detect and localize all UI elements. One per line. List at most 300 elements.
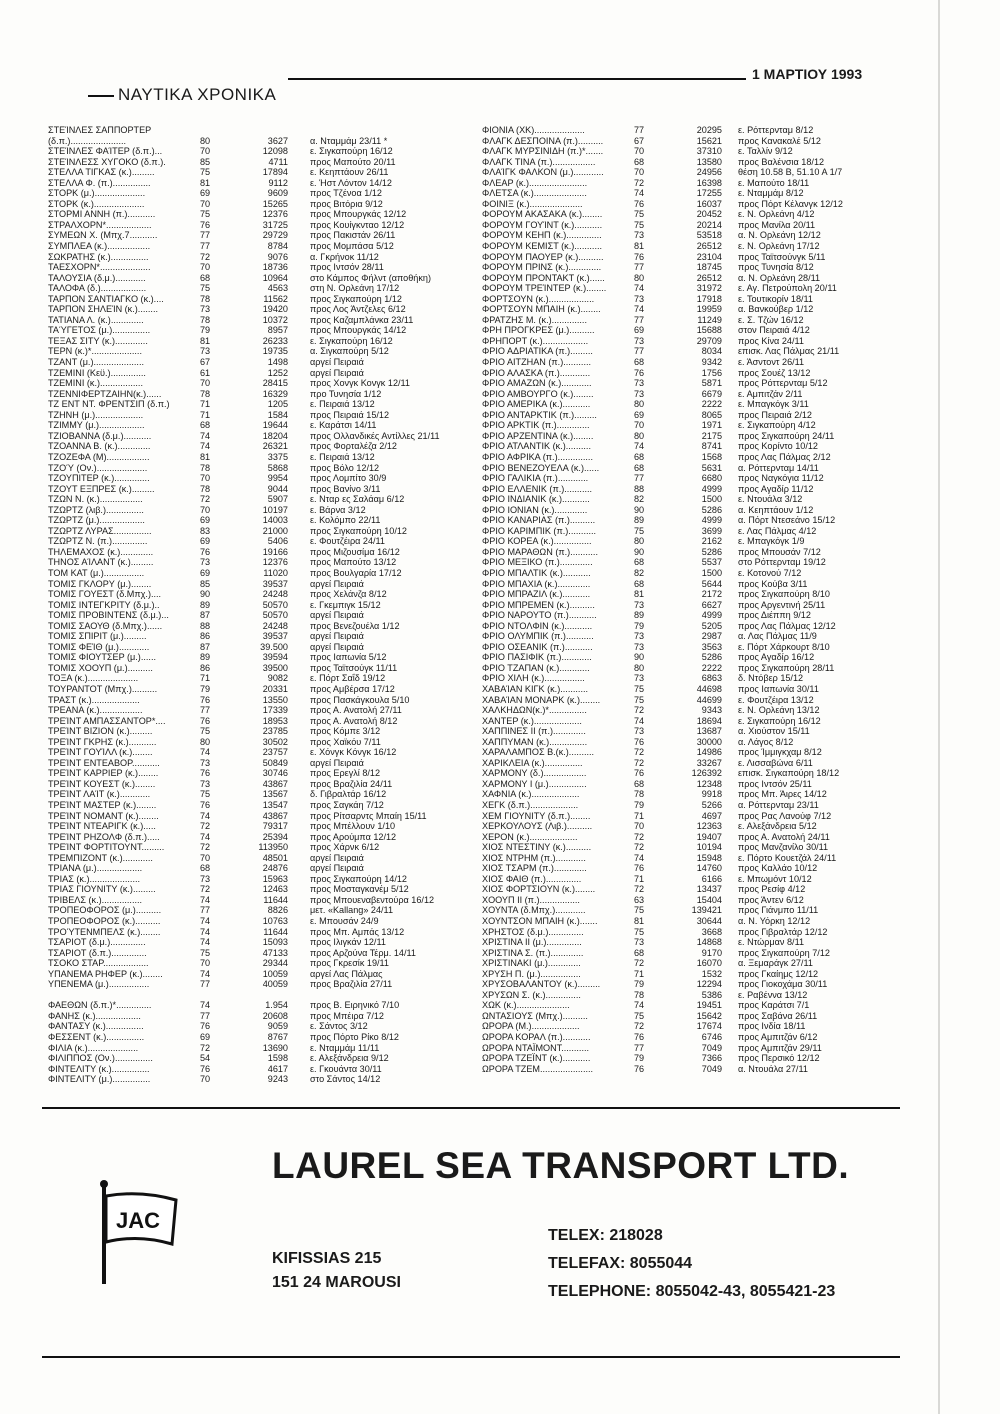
ship-entry-row [48, 494, 468, 505]
ship-name: ΤΡΟΠΕΟΦΟΡΟΣ (μ.).......... [48, 905, 162, 916]
build-year: 77 [634, 125, 645, 135]
ship-position: αργεί Πειραιά [310, 852, 364, 863]
ship-entry-row [48, 726, 468, 737]
tonnage: 7049 [701, 1042, 722, 1053]
build-year: 74 [200, 916, 211, 927]
ship-name: ΦΡΙΟ ΜΑΡΑΘΩΝ (π.)........... [482, 546, 598, 557]
ship-name: ΦΟΡΟΥΜ ΤΡΕΊΝΤΕΡ (κ.)........ [482, 283, 607, 294]
ship-entry-row [48, 579, 468, 590]
tonnage: 12363 [696, 821, 722, 832]
build-year: 76 [200, 546, 211, 557]
ship-entry-row [48, 895, 468, 906]
build-year: 78 [200, 483, 211, 494]
tonnage: 24956 [696, 167, 722, 178]
tonnage: 44699 [696, 694, 722, 705]
ship-entry-row [482, 958, 902, 969]
tonnage: 9044 [267, 483, 288, 494]
tonnage: 10197 [262, 504, 288, 515]
tonnage: 50849 [262, 757, 288, 768]
ship-entry-row [48, 652, 468, 663]
build-year: 74 [634, 1000, 645, 1011]
build-year: 76 [200, 715, 211, 726]
ship-position: ε. Ντώρμαν 8/11 [738, 937, 805, 948]
ship-name: ΤΑΛΟΥΣΙΑ (δ.μ.)............ [48, 272, 146, 283]
ship-name: ΦΛΑΓΚ ΔΕΣΠΟΙΝΑ (π.).......... [482, 135, 604, 146]
ship-name: ΤΖΕΝΝΙΦΕΡΤΖΑΙΗΝ(κ.)...... [48, 388, 162, 399]
ship-position: προς Κόμπε 3/12 [310, 726, 381, 737]
ship-name: ΣΤΕΊΝΛΕΣΣ ΧΥΓΟΚΟ (δ.π.). [48, 156, 166, 167]
ship-name: ΧΡΙΣΤΙΝΑ Σ. (π.)............. [482, 947, 584, 958]
ship-entry-row [48, 283, 468, 294]
build-year: 78 [200, 293, 211, 304]
ship-entry-row [48, 990, 468, 1001]
ship-name: ΦΡΙΟ ΙΝΔΙΑΝΙΚ (κ.)........... [482, 494, 590, 505]
ship-name: ΣΥΜΕΩΝ Χ. (Μπχ.7........... [48, 230, 158, 241]
ship-name: ΣΤΟΡΜΙ ΑΝΝΗ (π.)........... [48, 209, 156, 220]
tonnage: 6746 [701, 1032, 722, 1043]
ship-entry-row [48, 600, 468, 611]
ship-entry-row [48, 1011, 468, 1022]
ship-name: ΤΡΕΊΝΤ ΓΟΥΊΛΛ (κ.)........ [48, 747, 153, 758]
ship-name: ΣΤΟΡΚ (μ.).................... [48, 188, 146, 199]
build-year: 80 [634, 272, 645, 283]
ship-position: προς Ρίτσαρντς Μπαίη 15/11 [310, 810, 427, 821]
ship-name: ΤΖΑΝΤ (μ.).................... [48, 357, 145, 368]
ship-entry-row [48, 557, 468, 568]
build-year: 75 [200, 283, 211, 294]
tonnage: 1.954 [265, 1000, 288, 1011]
tonnage: 18694 [696, 715, 722, 726]
tonnage: 1598 [267, 1053, 288, 1064]
ship-position: προς Χαϊκόυ 7/11 [310, 736, 381, 747]
build-year: 72 [634, 757, 645, 768]
build-year: 74 [634, 304, 645, 315]
ship-position: προς Αμπιτζάν 29/11 [738, 1042, 822, 1053]
ship-name: ΦΡΙΟ ΑΝΤΑΡΚΤΙΚ (π.)......... [482, 409, 597, 420]
build-year: 73 [634, 631, 645, 642]
ship-position: προς Χονγκ Κονγκ 12/11 [310, 378, 410, 389]
ship-position: προς Μαπούτο 20/11 [310, 156, 396, 167]
ship-position: προς Μομπάσα 5/12 [310, 241, 394, 252]
ship-position: α. Ν. Ορλεάνη 12/12 [738, 230, 821, 241]
ship-entry-row [482, 252, 902, 263]
tonnage: 15948 [696, 852, 722, 863]
ship-position: ε. Μπαγκόγκ 1/9 [738, 536, 805, 547]
tonnage: 5406 [267, 536, 288, 547]
ship-entry-row [482, 368, 902, 379]
ship-name: ΧΑΒΑΊΑΝ ΜΟΝΑΡΚ (κ.)........ [482, 694, 601, 705]
build-year: 74 [634, 188, 645, 199]
ship-position: προς Γκρεσίκ 19/11 [310, 958, 389, 969]
ship-position: προς Πασκάγκουλα 5/10 [310, 694, 410, 705]
ship-entry-row [48, 737, 468, 748]
build-year: 68 [200, 420, 211, 431]
ship-entry-row [48, 695, 468, 706]
ship-entry-row [482, 557, 902, 568]
ship-name: ΦΡΙΟ ΜΠΑΛΤΙΚ (κ.)........... [482, 567, 591, 578]
build-year: 71 [200, 673, 211, 684]
tonnage: 5266 [701, 800, 722, 810]
ship-entry-row [48, 125, 468, 136]
build-year: 77 [634, 1042, 645, 1053]
build-year: 75 [634, 219, 645, 230]
tonnage: 10059 [262, 968, 288, 979]
tonnage: 24248 [262, 620, 288, 631]
ship-name: (δ.π.)...................... [48, 135, 127, 146]
build-year: 77 [200, 979, 211, 990]
ship-name: ΤΡΕΊΝΤ ΚΑΡΡΙΕΡ (κ.)........ [48, 768, 159, 779]
ship-entry-row [482, 895, 902, 906]
build-year: 74 [200, 441, 211, 452]
ship-name: ΦΡΙΟ ΑΡΖΕΝΤΙΝΑ (κ.)........ [482, 430, 594, 441]
ship-entry-row [482, 336, 902, 347]
build-year: 88 [200, 620, 211, 631]
ship-name: ΧΕΡΟΝ (κ.)................... [482, 831, 578, 842]
build-year: 90 [634, 652, 645, 663]
tonnage: 17674 [696, 1021, 722, 1032]
ship-entry-row [482, 536, 902, 547]
build-year: 73 [200, 757, 211, 768]
build-year: 76 [200, 1021, 211, 1032]
ship-name: ΦΑΝΤΑΣΥ (κ.)............... [48, 1021, 144, 1032]
tonnage: 113950 [258, 842, 288, 853]
tonnage: 4697 [701, 810, 722, 821]
ship-position: αργεί Λας Πάλμας [310, 968, 383, 979]
build-year: 67 [634, 135, 645, 146]
build-year: 75 [634, 683, 645, 694]
build-year: 79 [634, 1053, 645, 1064]
ship-position: προς Γιοκοχάμα 30/11 [738, 979, 828, 990]
tonnage: 15404 [696, 894, 722, 905]
ship-name: ΦΡΙΟ ΜΕΞΙΚΟ (π.)............. [482, 557, 593, 568]
ship-entry-row [48, 758, 468, 769]
ship-position: προς Άντεν 6/12 [738, 894, 804, 905]
build-year: 81 [634, 241, 645, 252]
ship-position: προς Πειραιά 15/12 [310, 409, 390, 420]
ship-entry-row [482, 357, 902, 368]
ship-entry-row [482, 178, 902, 189]
ship-position: ε. Πειραιά 13/12 [310, 399, 375, 410]
tonnage: 12376 [262, 209, 288, 220]
ship-position: προς Αρούμπα 12/12 [310, 831, 397, 842]
ship-entry-row [482, 874, 902, 885]
tonnage: 23785 [262, 726, 288, 737]
ship-entry-row [48, 452, 468, 463]
ship-entry-row [482, 325, 902, 336]
ship-name: ΤΡΕΊΝΤ ΚΟΥΕΣΤ (κ.)........ [48, 778, 156, 789]
ship-entry-row [482, 684, 902, 695]
ship-name: ΧΑΡΑΛΑΜΠΟΣ Β.(κ.).......... [482, 747, 595, 758]
ship-position: προ Τυνησία 1/12 [310, 388, 382, 399]
ship-entry-row [48, 1043, 468, 1054]
ship-position: ε. Ραβέννα 13/12 [738, 989, 808, 1000]
build-year: 74 [200, 968, 211, 979]
build-year: 77 [200, 230, 211, 241]
build-year: 72 [200, 494, 211, 505]
logo-text: JAC [115, 1208, 161, 1233]
ship-position: α. Ξεμαράγκ 27/11 [738, 958, 813, 969]
ship-name: ΦΛΑΓΚ ΤΙΝΑ (π.)................. [482, 156, 596, 167]
build-year: 80 [634, 399, 645, 410]
ship-entry-row [48, 230, 468, 241]
build-year: 75 [634, 926, 645, 937]
ship-entry-row [48, 1000, 468, 1011]
build-year: 72 [634, 884, 645, 895]
tonnage: 39500 [262, 662, 288, 673]
ship-name: ΧΙΟΣ ΝΤΡΗΜ (π.)............ [482, 852, 586, 863]
ship-name: ΦΑΕΘΩΝ (δ.π.)*.............. [48, 1000, 152, 1011]
ship-entry-row [482, 452, 902, 463]
ship-entry-row [482, 716, 902, 727]
ship-position: προς Ίμμιγκχαμ 8/12 [738, 747, 822, 758]
tonnage: 8034 [701, 346, 722, 357]
tonnage: 15621 [696, 135, 722, 146]
build-year: 72 [634, 1021, 645, 1032]
build-year: 77 [200, 1010, 211, 1021]
ship-entry-row [482, 420, 902, 431]
ship-entry-row [48, 853, 468, 864]
tonnage: 19407 [696, 831, 722, 842]
build-year: 79 [634, 620, 645, 631]
ship-name: ΤΡΕΊΝΤ ΦΟΡΤΙΤΟΥΝΤ......... [48, 842, 165, 853]
ship-entry-row [48, 642, 468, 653]
tonnage: 20452 [696, 209, 722, 220]
ship-name: ΤΖΟΑΝΝΑ Β. (κ.)............. [48, 441, 151, 452]
ship-name: ΦΟΙΝΙΞ (κ.)..................... [482, 198, 583, 209]
tonnage: 18736 [262, 262, 288, 273]
ship-name: ΤΡΕΊΝΤ ΜΑΣΤΕΡ (κ.)........ [48, 800, 157, 810]
ship-entry-row [48, 336, 468, 347]
tonnage: 4999 [701, 515, 722, 526]
ship-entry-row [482, 230, 902, 241]
ship-name: ΦΙΛΙΑ (κ.).................... [48, 1042, 139, 1053]
build-year: 69 [200, 188, 211, 199]
build-year: 68 [634, 451, 645, 462]
ship-entry-row [48, 378, 468, 389]
ship-name: ΦΡΙΟ ΑΜΑΖΩΝ (κ.)............ [482, 378, 592, 389]
ship-name: ΧΡΥΣΟΒΑΛΑΝΤΟΥ (κ.)......... [482, 979, 601, 990]
ship-entry-row [48, 684, 468, 695]
tonnage: 8957 [267, 325, 288, 336]
ship-name: ΧΙΟΣ ΦΑΙΘ (π.).............. [482, 873, 582, 884]
ship-position: α. Ντουάλα 27/11 [738, 1063, 808, 1074]
ship-entry-row [48, 1064, 468, 1075]
header-rule-left [88, 95, 114, 97]
tonnage: 31725 [262, 219, 288, 230]
ship-entry-row [48, 146, 468, 157]
ship-entry-row [48, 325, 468, 336]
ship-position: ε. Ήστ Λόντον 14/12 [310, 177, 392, 188]
ship-name: ΤΗΛΕΜΑΧΟΣ (κ.)............. [48, 546, 154, 557]
tonnage: 20331 [262, 683, 288, 694]
ship-name: ΦΟΡΤΣΟΥΝ ΜΠΑΙΗ (κ.)........ [482, 304, 601, 315]
ship-position: ε. Μπαγκόγκ 3/11 [738, 399, 809, 410]
ship-name: ΧΡΙΣΤΙΝΑ ΙΙ (μ.).............. [482, 937, 582, 948]
build-year: 74 [200, 926, 211, 937]
ship-position: προς Β. Ειρηνικό 7/10 [310, 1000, 400, 1011]
tonnage: 8741 [701, 441, 722, 452]
tonnage: 4617 [267, 1063, 288, 1074]
ship-name: ΣΤΕΊΝΛΕΣ ΣΑΠΠΟΡΤΕΡ [48, 125, 152, 135]
ship-position: ε. Πειραιά 13/12 [310, 451, 375, 462]
ship-entry-row [48, 811, 468, 822]
ship-name: ΦΡΗΠΟΡΤ (κ.).................. [482, 335, 589, 346]
tonnage: 39537 [262, 578, 288, 589]
ship-entry-row [482, 842, 902, 853]
tonnage: 9954 [267, 473, 288, 484]
ship-position: προς Ολλανδικές Αντίλλες 21/11 [310, 430, 440, 441]
ship-entry-row [482, 547, 902, 558]
ship-position: προς Μανίλα 20/11 [738, 219, 816, 230]
ship-name: ΧΙΟΣ ΦΟΡΤΣΙΟΥΝ (κ.)........ [482, 884, 596, 895]
ship-entry-row [48, 136, 468, 147]
tonnage: 1498 [267, 357, 288, 368]
build-year: 68 [634, 462, 645, 473]
build-year: 73 [200, 873, 211, 884]
ship-name: ΦΙΟΝΙΑ (ΧΚ).................... [482, 125, 585, 135]
build-year: 77 [200, 705, 211, 716]
tonnage: 16398 [696, 177, 722, 188]
ship-entry-row [482, 1032, 902, 1043]
ship-name: ΤΖΙΟΒΑΝΝΑ (δ.μ.)........... [48, 430, 152, 441]
ship-entry-row [48, 768, 468, 779]
ship-position: προς Ρεσίφ 4/12 [738, 884, 806, 895]
ship-name: ΤΟΞΑ (κ.).................... [48, 673, 139, 684]
tonnage: 5868 [267, 462, 288, 473]
ship-name: ΤΑΡΠΟΝ ΣΗΛΕΊΝ (κ.)........ [48, 304, 158, 315]
ship-position: ε. Ν. Ορλεάνη 4/12 [738, 209, 815, 220]
ship-position: προς Βανίνο 3/11 [310, 483, 381, 494]
build-year: 79 [634, 979, 645, 990]
tonnage: 7366 [701, 1053, 722, 1064]
tonnage: 23757 [262, 747, 288, 758]
tonnage: 11249 [697, 314, 722, 325]
tonnage: 24876 [262, 863, 288, 874]
build-year: 67 [200, 357, 211, 368]
tonnage: 2987 [701, 631, 722, 642]
ship-entry-row [48, 178, 468, 189]
ship-name: ΦΙΝΤΕΛΙΤΥ (μ.)............... [48, 1074, 151, 1085]
build-year: 80 [634, 536, 645, 547]
ship-entry-row [482, 1000, 902, 1011]
ship-position: προς Μιζουσίμα 16/12 [310, 546, 400, 557]
ship-name: ΤΣΑΡΙΟΤ (δ.π.).............. [48, 947, 147, 958]
build-year: 80 [200, 135, 211, 146]
ship-name: ΤΡΕΊΝΤ ΑΜΠΑΣΣΑΝΤΟΡ*.... [48, 715, 166, 726]
tonnage: 16329 [262, 388, 288, 399]
ship-position: προς Γιάνμπο 11/11 [738, 905, 819, 916]
ship-name: ΦΡΙΟ ΟΛΥΜΠΙΚ (π.)........... [482, 631, 594, 642]
page-header [40, 66, 900, 106]
ship-name: ΧΑΠΠΙΝΕΣ ΙΙ (π.)............. [482, 726, 586, 737]
ship-position: προς Τζένοα 1/12 [310, 188, 382, 199]
ship-position: προς Φορταλέζα 2/12 [310, 441, 397, 452]
ship-position: ε. Σιγκαπούρη 4/12 [738, 420, 816, 431]
ship-position: ε. Γκουάντα 30/11 [310, 1063, 382, 1074]
ship-entry-row [482, 315, 902, 326]
tonnage: 13550 [262, 694, 288, 705]
ship-name: ΤΡΑΣΤ (κ.)................... [48, 694, 140, 705]
tonnage: 5386 [701, 989, 722, 1000]
build-year: 68 [634, 557, 645, 568]
ship-position: ε. Σάντος 3/12 [310, 1021, 368, 1032]
ship-name: ΤΡΙΑΝΑ (μ.).................. [48, 863, 143, 874]
tonnage: 8784 [267, 241, 288, 252]
ship-entry-row [48, 463, 468, 474]
ship-name: ΦΡΙΟ ΑΡΚΤΙΚ (π.)............. [482, 420, 590, 431]
ship-entry-row [482, 209, 902, 220]
build-year: 80 [634, 662, 645, 673]
build-year: 63 [634, 894, 645, 905]
ship-position: προς Πόρτο Ρίκο 8/12 [310, 1032, 399, 1043]
ship-entry-row [482, 1021, 902, 1032]
ad-company-name: LAUREL SEA TRANSPORT LTD. [272, 1145, 850, 1186]
ship-entry-row [482, 937, 902, 948]
tonnage: 6166 [701, 873, 722, 884]
ship-position: προς Μπουσάν 7/12 [738, 546, 821, 557]
ship-name: ΤΟΜΙΣ ΓΟΥΕΣΤ (δ.Μπχ.).... [48, 589, 162, 600]
ship-position: ε. Ν. Ορλεάνη 13/12 [738, 705, 820, 716]
build-year: 74 [200, 831, 211, 842]
ship-name: ΦΡΙΟ ΙΟΝΙΑΝ (κ.)............. [482, 504, 588, 515]
ship-name: ΤΟΜ ΚΑΤ (μ.)................ [48, 567, 145, 578]
tonnage: 2175 [701, 430, 722, 441]
ship-name: ΦΡΙΟ ΑΙΤΖΗΑΝ (π.)........... [482, 357, 592, 368]
ship-name: ΦΡΗ ΠΡΟΓΚΡΕΣ (μ.).......... [482, 325, 595, 336]
tonnage: 10964 [262, 272, 288, 283]
build-year: 71 [200, 399, 211, 410]
ship-position: προς Κίνα 24/11 [738, 335, 804, 346]
tonnage: 2222 [701, 662, 722, 673]
ship-entry-row [482, 737, 902, 748]
ship-entry-row [482, 220, 902, 231]
ship-position: προς Ναγκόγια 11/12 [738, 473, 824, 484]
ship-name: ΦΛΕΑΡ (κ.)....................... [482, 177, 588, 188]
ship-name: ΧΑΡΜΟΝΥ (δ.)................. [482, 768, 587, 779]
tonnage: 14003 [262, 515, 288, 526]
ship-position: προς Ιντσόν 28/11 [310, 262, 384, 273]
ship-name: ΤΡΙΑΣ (κ.).................... [48, 873, 141, 884]
publication-title: ΝΑΥΤΙΚΑ ΧΡΟΝΙΚΑ [118, 85, 277, 104]
ship-position: α. Κεηπτάουν 1/12 [738, 504, 814, 515]
ship-entry-row [48, 631, 468, 642]
ship-position: προς Ινδία 18/11 [738, 1021, 806, 1032]
ship-entry-row [48, 431, 468, 442]
ship-position: αργεί Πειραιά [310, 641, 364, 652]
ship-entry-row [48, 1021, 468, 1032]
ship-name: ΧΟΥΝΤΑ (δ.Μπχ.)............ [482, 905, 586, 916]
ship-entry-row [48, 399, 468, 410]
tonnage: 1584 [267, 409, 288, 420]
ship-entry-row [482, 346, 902, 357]
ship-name: ΤΑΕΣΧΟΡΝ*.................... [48, 262, 151, 273]
tonnage: 1971 [701, 420, 722, 431]
ship-name: ΧΟΥΝΤΣΟΝ ΜΠΑΙΗ (κ.)....... [482, 916, 598, 927]
build-year: 69 [200, 1032, 211, 1043]
ship-entry-row [482, 304, 902, 315]
ship-position: ε. Λας Πάλμας 4/12 [738, 525, 817, 536]
ship-name: ΦΡΙΟ ΑΤΛΑΝΤΙΚ (κ.).......... [482, 441, 591, 452]
ad-address-city: 151 24 MAROUSI [272, 1274, 401, 1291]
ship-name: ΦΡΙΟ ΒΕΝΕΖΟΥΕΛΑ (κ.)...... [482, 462, 600, 473]
ship-position: στο Σάντος 14/12 [310, 1074, 381, 1085]
ship-position: προς Λομπίτο 30/9 [310, 473, 387, 484]
tonnage: 33267 [696, 757, 722, 768]
ship-name: ΦΡΙΟ ΚΑΝΑΡΙΑΣ (π.).......... [482, 515, 596, 526]
ship-entry-row [482, 768, 902, 779]
ship-name: ΦΡΙΟ ΟΣΕΑΝΙΚ (π.)........... [482, 641, 593, 652]
build-year: 77 [634, 314, 645, 325]
